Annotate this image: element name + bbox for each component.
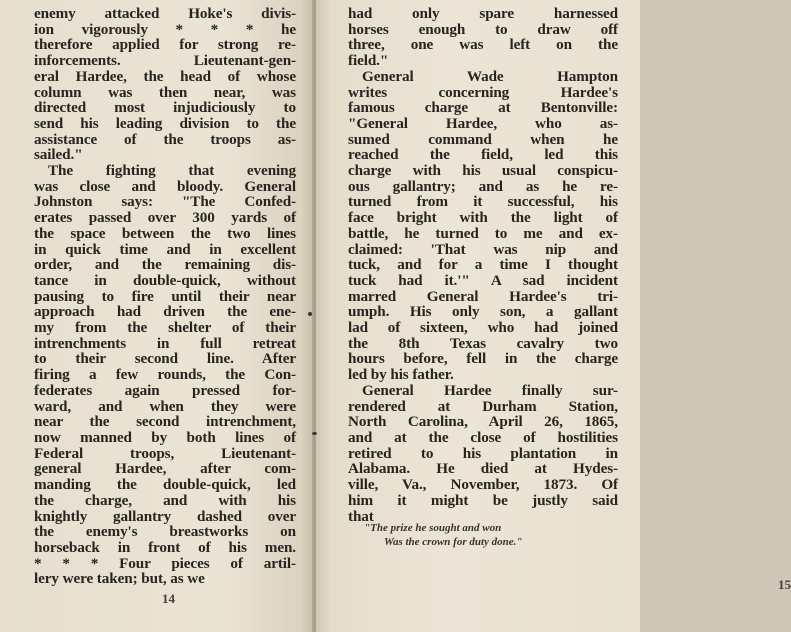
- text-line: directed most injudiciously to: [34, 99, 296, 117]
- text-line: tuck had it.'" A sad incident: [348, 271, 618, 289]
- text-line: send his leading division to the: [34, 114, 296, 132]
- verse-line: Was the crown for duty done.": [384, 536, 523, 548]
- text-line: eral Hardee, the head of whose: [34, 67, 296, 85]
- text-line: ion vigorously * * * he: [34, 20, 296, 38]
- closing-verse: [364, 521, 604, 549]
- text-line: inforcements. Lieutenant-gen-: [34, 52, 296, 70]
- left-page-text: [34, 6, 296, 587]
- text-line: famous charge at Bentonville:: [348, 99, 618, 117]
- text-line: order, and the remaining dis-: [34, 256, 296, 274]
- text-line: umph. His only son, a gallant: [348, 303, 618, 321]
- text-line: sumed command when he: [348, 130, 618, 148]
- text-line: ward, and when they were: [34, 397, 296, 415]
- text-line: intrenchments in full retreat: [34, 334, 296, 352]
- text-line: the space between the two lines: [34, 224, 296, 242]
- right-page-text: [348, 6, 618, 524]
- page-blemish: [312, 432, 317, 435]
- text-line: retired to his plantation in: [348, 444, 618, 462]
- text-line: ville, Va., November, 1873. Of: [348, 476, 618, 494]
- text-line: federates again pressed for-: [34, 381, 296, 399]
- text-line: to their second line. After: [34, 350, 296, 368]
- text-line: him it might be justly said: [348, 491, 618, 509]
- text-line: reached the field, led this: [348, 146, 618, 164]
- text-line: General Hardee finally sur-: [362, 381, 618, 399]
- text-line: battle, he turned to me and ex-: [348, 224, 618, 242]
- text-line: erates passed over 300 yards of: [34, 209, 296, 227]
- text-line: ous gallantry; and as he re-: [348, 177, 618, 195]
- text-line: the 8th Texas cavalry two: [348, 334, 618, 352]
- text-line: therefore applied for strong re-: [34, 36, 296, 54]
- text-line: assistance of the troops as-: [34, 130, 296, 148]
- text-line: writes concerning Hardee's: [348, 83, 618, 101]
- text-line: hours before, fell in the charge: [348, 350, 618, 368]
- text-line: three, one was left on the: [348, 36, 618, 54]
- page-blemish: [308, 312, 312, 316]
- text-line: field.": [348, 52, 389, 70]
- text-line: Federal troops, Lieutenant-: [34, 444, 296, 462]
- text-line: rendered at Durham Station,: [348, 397, 618, 415]
- text-line: in quick time and in excellent: [34, 240, 296, 258]
- text-line: and at the close of hostilities: [348, 428, 618, 446]
- text-line: Johnston says: "The Confed-: [34, 193, 296, 211]
- text-line: approach had driven the ene-: [34, 303, 296, 321]
- text-line: that: [348, 507, 374, 525]
- text-line: North Carolina, April 26, 1865,: [348, 413, 618, 431]
- right-page: [316, 0, 791, 632]
- text-line: sailed.": [34, 146, 83, 164]
- text-line: charge with his usual conspicu-: [348, 162, 618, 180]
- left-page-number: 14: [162, 591, 175, 606]
- text-line: firing a few rounds, the Con-: [34, 366, 296, 384]
- text-line: had only spare harnessed: [348, 5, 618, 22]
- text-line: tuck, and for a time I thought: [348, 256, 618, 274]
- left-page: [0, 0, 314, 632]
- text-line: Alabama. He died at Hydes-: [348, 460, 618, 478]
- text-line: turned from it successful, his: [348, 193, 618, 211]
- text-line: the charge, and with his: [34, 491, 296, 509]
- text-line: tance in double-quick, without: [34, 271, 296, 289]
- text-line: claimed: 'That was nip and: [348, 240, 618, 258]
- text-line: near the second intrenchment,: [34, 413, 296, 431]
- text-line: lery were taken; but, as we: [34, 570, 205, 588]
- right-page-number: 15: [778, 577, 791, 592]
- text-line: General Wade Hampton: [362, 67, 618, 85]
- text-line: pausing to fire until their near: [34, 287, 296, 305]
- text-line: "General Hardee, who as-: [348, 114, 618, 132]
- verse-line: "The prize he sought and won: [364, 522, 502, 534]
- text-line: led by his father.: [348, 366, 454, 384]
- text-line: my from the shelter of their: [34, 319, 296, 337]
- text-line: The fighting that evening: [48, 162, 296, 180]
- text-line: lad of sixteen, who had joined: [348, 319, 618, 337]
- text-line: column was then near, was: [34, 83, 296, 101]
- text-line: face bright with the light of: [348, 209, 618, 227]
- text-line: the enemy's breastworks on: [34, 523, 296, 541]
- text-line: horseback in front of his men.: [34, 538, 296, 556]
- text-line: knightly gallantry dashed over: [34, 507, 296, 525]
- text-line: * * * Four pieces of artil-: [34, 554, 296, 572]
- text-line: manding the double-quick, led: [34, 476, 296, 494]
- text-line: marred General Hardee's tri-: [348, 287, 618, 305]
- text-line: enemy attacked Hoke's divis-: [34, 5, 296, 22]
- text-line: was close and bloody. General: [34, 177, 296, 195]
- text-line: general Hardee, after com-: [34, 460, 296, 478]
- text-line: horses enough to draw off: [348, 20, 618, 38]
- text-line: now manned by both lines of: [34, 428, 296, 446]
